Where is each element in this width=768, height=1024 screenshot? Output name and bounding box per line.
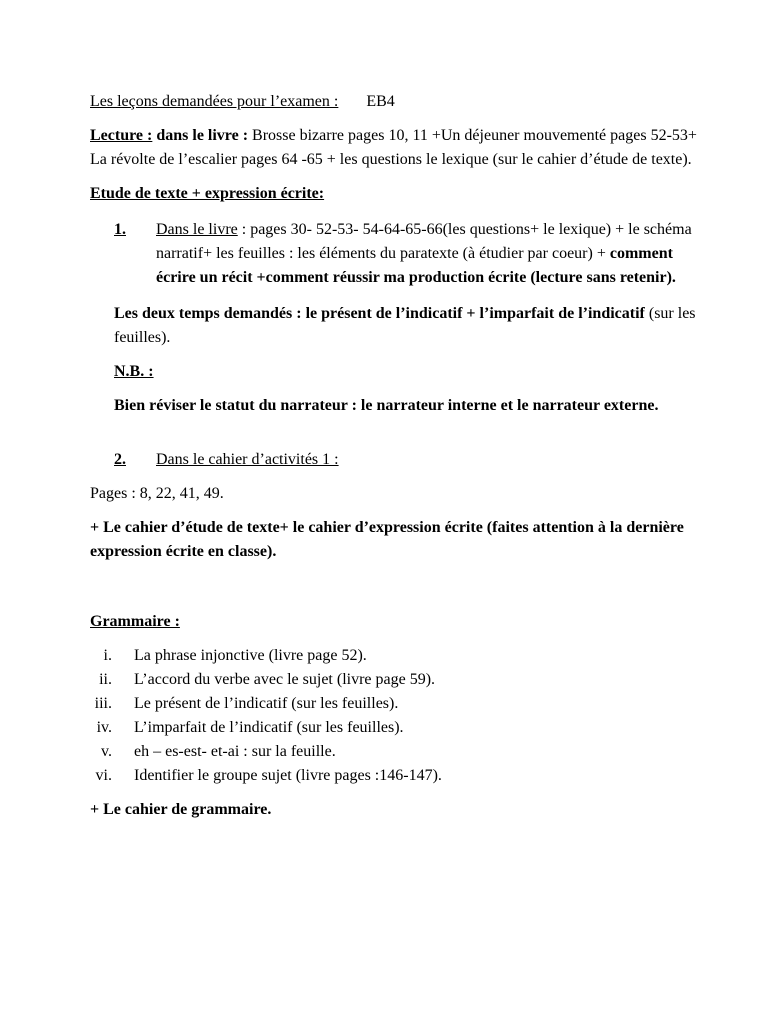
item-2-text: Dans le cahier d’activités 1 : — [156, 451, 339, 468]
cahier-paragraph: + Le cahier d’étude de texte+ le cahier d’expression écrite (faites attention à la dernière expression écrite en classe). — [90, 519, 684, 560]
etude-item-1 — [90, 218, 710, 290]
grammaire-title: Grammaire : — [90, 613, 180, 630]
list-numeral: iv. — [96, 719, 112, 736]
list-numeral: iii. — [94, 695, 112, 712]
lecture-label: Lecture : — [90, 127, 153, 144]
list-item-text: Identifier le groupe sujet (livre pages :146-147). — [134, 767, 442, 784]
item-1-book-label: Dans le livre — [156, 221, 238, 238]
list-item-text: eh – es-est- et-ai : sur la feuille. — [134, 743, 336, 760]
list-item — [90, 740, 710, 764]
list-item-text: L’accord du verbe avec le sujet (livre page 59). — [134, 671, 436, 688]
item-number: 2. — [114, 451, 126, 468]
item-number: 1. — [114, 221, 126, 238]
list-numeral: vi. — [95, 767, 112, 784]
list-item — [90, 692, 710, 716]
pages-line: Pages : 8, 22, 41, 49. — [90, 485, 224, 502]
list-item-text: L’imparfait de l’indicatif (sur les feuilles). — [134, 719, 404, 736]
list-item — [90, 668, 710, 692]
etude-section-title: Etude de texte + expression écrite: — [90, 185, 325, 202]
header-line — [90, 90, 710, 114]
etude-item-2 — [90, 448, 710, 472]
lecture-paragraph — [90, 124, 710, 172]
statut-paragraph: Bien réviser le statut du narrateur : le narrateur interne et le narrateur externe. — [114, 397, 659, 414]
temps-paragraph — [114, 302, 710, 350]
page-title: Les leçons demandées pour l’examen : — [90, 93, 339, 110]
list-item — [90, 716, 710, 740]
list-numeral: v. — [101, 743, 112, 760]
class-level: EB4 — [366, 93, 395, 110]
list-numeral: ii. — [99, 671, 112, 688]
nb-label: N.B. : — [114, 363, 154, 380]
list-numeral: i. — [103, 647, 112, 664]
lecture-book-label: dans le livre : — [156, 127, 249, 144]
item-1-text-normal: : pages 30- 52-53- 54-64-65-66(les questions+ le lexique) + le schéma narratif+ les feuilles : les éléments du paratexte (à étudier par coeur) + — [156, 221, 692, 262]
document-page — [90, 90, 710, 822]
list-item-text: Le présent de l’indicatif (sur les feuilles). — [134, 695, 399, 712]
list-item — [90, 644, 710, 668]
temps-normal: (sur les feuilles). — [114, 305, 696, 346]
item-1-text — [156, 218, 710, 290]
grammaire-list — [90, 644, 710, 788]
lecture-text: Brosse bizarre pages 10, 11 +Un déjeuner mouvementé pages 52-53+ La révolte de l’escalier pages 64 -65 + les questions le lexique (sur le cahier d’étude de texte). — [90, 127, 697, 168]
temps-bold: Les deux temps demandés : le présent de l’indicatif + l’imparfait de l’indicatif — [114, 305, 645, 322]
list-item — [90, 764, 710, 788]
item-1-text-bold: comment écrire un récit +comment réussir ma production écrite (lecture sans retenir). — [156, 245, 676, 286]
grammaire-footer: + Le cahier de grammaire. — [90, 801, 272, 818]
list-item-text: La phrase injonctive (livre page 52). — [134, 647, 367, 664]
